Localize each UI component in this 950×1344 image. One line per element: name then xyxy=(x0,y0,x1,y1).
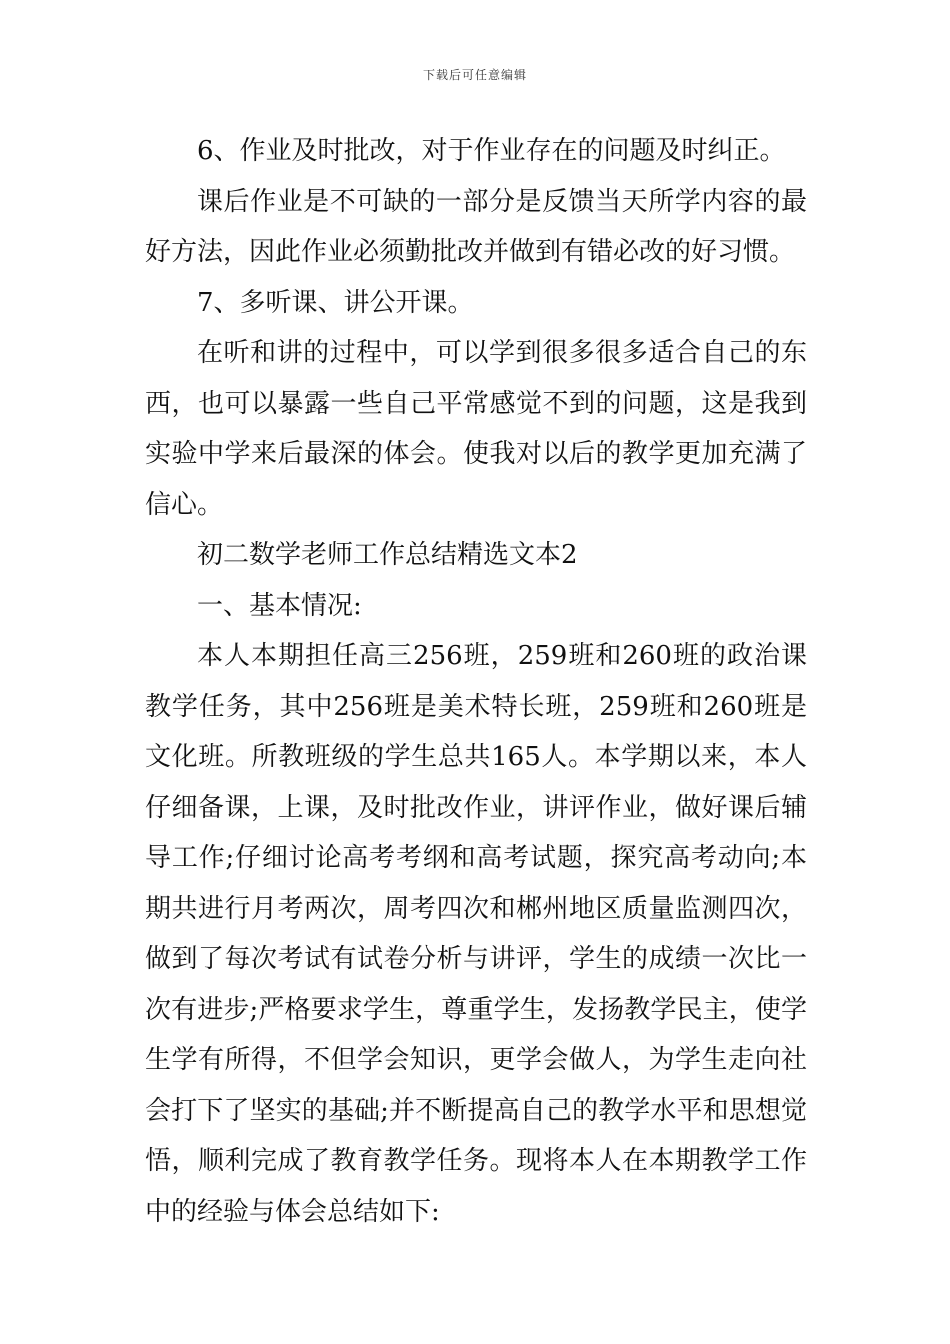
section-heading-basic: 一、基本情况: xyxy=(197,590,362,621)
paragraph-item-6: 6、作业及时批改，对于作业存在的问题及时纠正。 xyxy=(197,136,786,166)
paragraph-homework: 课后作业是不可缺的一部分是反馈当天所学内容的最好方法，因此作业必须勤批改并做到有错必改的好习惯。 xyxy=(145,186,807,267)
section-title: 初二数学老师工作总结精选文本2 xyxy=(197,540,578,570)
document-body xyxy=(145,126,807,1237)
paragraph-item-7: 7、多听课、讲公开课。 xyxy=(197,287,474,318)
paragraph-basic-situation: 本人本期担任高三256班，259班和260班的政治课教学任务，其中256班是美术特长班，259班和260班是文化班。所教班级的学生总共165人。本学期以来，本人仔细备课，上课，及时批改作业，讲评作业，做好课后辅导工作;仔细讨论高考考纲和高考试题，探究高考动向;本期共进行月考两次，周考四次和郴州地区质量监测四次，做到了每次考试有试卷分析与讲评，学生的成绩一次比一次有进步;严格要求学生，尊重学生，发扬教学民主，使学生学有所得，不但学会知识，更学会做人，为学生走向社会打下了坚实的基础;并不断提高自己的教学水平和思想觉悟，顺利完成了教育教学任务。现将本人在本期教学工作中的经验与体会总结如下: xyxy=(145,641,807,1227)
page-header: 下载后可任意编辑 xyxy=(422,68,527,82)
paragraph-lessons: 在听和讲的过程中，可以学到很多很多适合自己的东西，也可以暴露一些自己平常感觉不到的问题，这是我到实验中学来后最深的体会。使我对以后的教学更加充满了信心。 xyxy=(145,338,807,520)
